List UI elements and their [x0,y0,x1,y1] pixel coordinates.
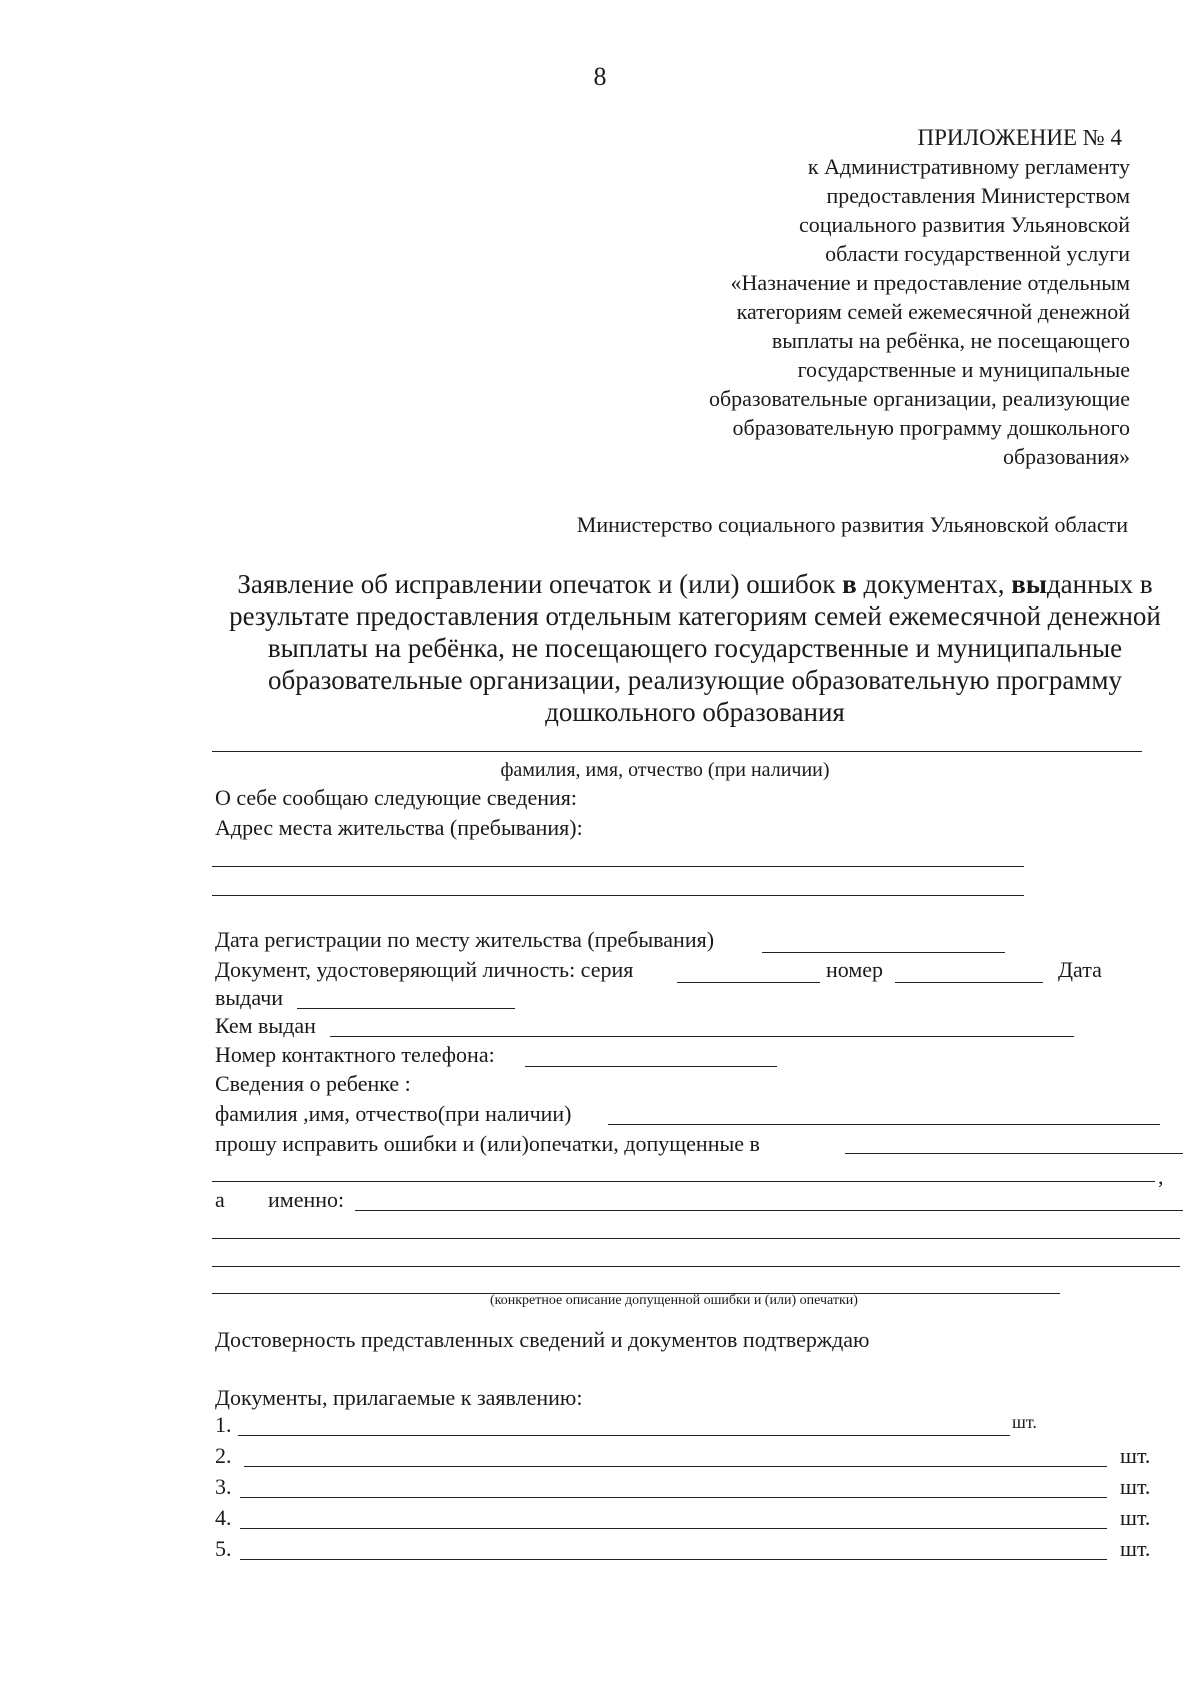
fio-caption: фамилия, имя, отчество (при наличии) [500,759,830,781]
confirm-text: Достоверность представленных сведений и документов подтверждаю [215,1327,870,1352]
appendix-line: социального развития Ульяновской [798,212,1130,237]
attachment-input-line-2[interactable] [244,1466,1107,1467]
namely-input-line-3[interactable] [212,1266,1180,1267]
address-input-line-2[interactable] [212,895,1024,896]
child-info-label: Сведения о ребенке : [215,1071,411,1096]
attachment-number: 1. [215,1412,232,1437]
attachment-unit: шт. [1120,1505,1151,1530]
attachment-number: 4. [215,1505,232,1530]
id-document-label: Документ, удостоверяющий личность: серия [215,957,634,982]
page-number: 8 [593,62,607,91]
appendix-line: государственные и муниципальные [797,357,1130,382]
namely-label: именно: [268,1187,345,1212]
namely-input-line-2[interactable] [212,1238,1180,1239]
namely-input-line-1[interactable] [355,1210,1183,1211]
id-date-label: Дата [1058,957,1102,982]
attachment-number: 3. [215,1474,232,1499]
attachments-label: Документы, прилагаемые к заявлению: [215,1385,583,1410]
request-document-input-line-2[interactable] [212,1181,1155,1182]
phone-input-line[interactable] [525,1066,777,1067]
appendix-line: категориям семей ежемесячной денежной [736,299,1130,324]
id-number-label: номер [826,957,884,982]
attachment-input-line-3[interactable] [240,1497,1107,1498]
appendix-line: образовательную программу дошкольного [732,415,1130,440]
registration-date-label: Дата регистрации по месту жительства (пребывания) [215,927,715,952]
attachment-number: 5. [215,1536,232,1561]
attachment-input-line-5[interactable] [240,1559,1107,1560]
issued-by-label: Кем выдан [215,1013,316,1038]
title-bold: в [842,569,857,599]
attachment-input-line-1[interactable] [238,1435,1010,1436]
appendix-line: образования» [1002,444,1130,469]
attachment-unit: шт. [1120,1474,1151,1499]
attachment-unit: шт. [1120,1536,1151,1561]
issued-by-input-line[interactable] [330,1036,1074,1037]
request-document-input-line-1[interactable] [845,1153,1183,1154]
registration-date-input-line[interactable] [762,952,1005,953]
appendix-line: образовательные организации, реализующие [708,386,1130,411]
namely-a: а [215,1187,225,1212]
child-fio-label: фамилия ,имя, отчество(при наличии) [215,1101,572,1126]
appendix-title: ПРИЛОЖЕНИЕ № 4 [917,125,1122,150]
appendix-line: предоставления Министерством [826,183,1130,208]
document-title [200,568,1190,728]
comma: , [1158,1164,1164,1189]
title-bold: вы [1011,569,1047,599]
id-number-input-line[interactable] [895,982,1043,983]
fio-input-line[interactable] [212,751,1142,752]
title-part: данных в результате предоставления отдельным категориям семей ежемесячной денежной выплаты на ребёнка, не посещающего государственные и муниципальные образовательные организации, реализующие образовательную программу дошкольного образования [229,569,1161,727]
attachment-unit: шт. [1012,1412,1037,1432]
attachment-input-line-4[interactable] [240,1528,1107,1529]
address-label: Адрес места жительства (пребывания): [215,815,583,840]
description-caption: (конкретное описание допущенной ошибки и (или) опечатки) [490,1293,858,1308]
id-series-input-line[interactable] [677,982,820,983]
appendix-line: области государственной услуги [825,241,1130,266]
request-label: прошу исправить ошибки и (или)опечатки, допущенные в [215,1131,760,1156]
attachment-unit: шт. [1120,1443,1151,1468]
about-self-label: О себе сообщаю следующие сведения: [215,785,578,810]
phone-label: Номер контактного телефона: [215,1042,495,1067]
address-input-line-1[interactable] [212,866,1024,867]
issue-label: выдачи [215,985,284,1010]
title-part: документах, [856,569,1012,599]
appendix-line: «Назначение и предоставление отдельным [730,270,1130,295]
issue-date-input-line[interactable] [297,1008,515,1009]
appendix-line: к Административному регламенту [807,154,1130,179]
child-fio-input-line[interactable] [608,1124,1160,1125]
attachment-number: 2. [215,1443,232,1468]
ministry-name: Министерство социального развития Ульяновской области [576,512,1128,537]
appendix-line: выплаты на ребёнка, не посещающего [771,328,1130,353]
title-part: Заявление об исправлении опечаток и (или) ошибок [237,569,843,599]
appendix-description [610,152,1130,471]
